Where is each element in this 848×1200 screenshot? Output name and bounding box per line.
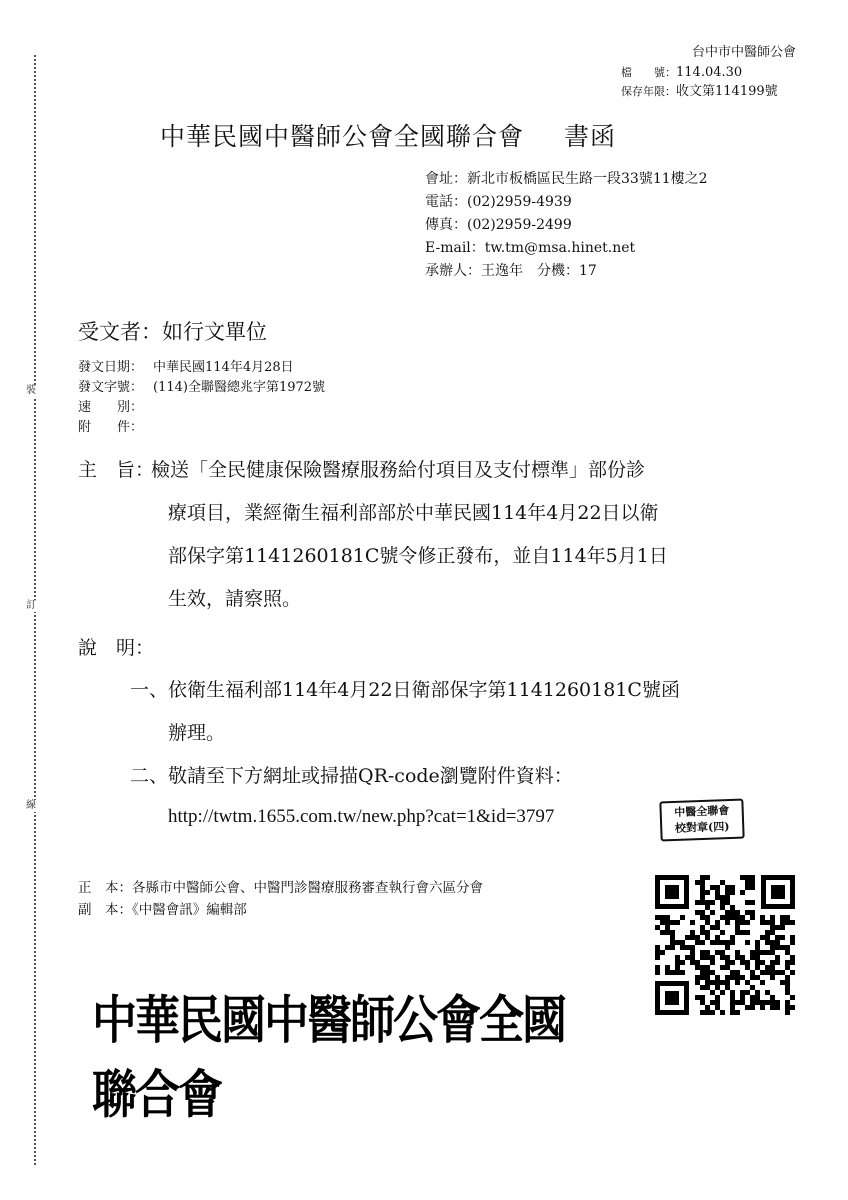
archive-file-row <box>616 64 742 81</box>
binding-mark-ding: 訂 <box>26 600 36 611</box>
document-title <box>160 117 616 153</box>
issue-ref: (114)全聯醫總兆字第1972號 <box>153 380 326 395</box>
subject-line-4: 生效，請察照。 <box>168 588 302 610</box>
subject-line-1: 檢送「全民健康保險醫療服務給付項目及支付標準」部份診 <box>151 459 646 481</box>
contact-fax: 傳真：(02)2959-2499 <box>425 217 572 233</box>
issue-meta <box>78 358 325 438</box>
contact-phone: 電話：(02)2959-4939 <box>425 194 572 210</box>
explanation-item-1 <box>130 669 680 755</box>
distribution-main: 正 本：各縣市中醫師公會、中醫門診醫療服務審查執行會六區分會 <box>78 880 483 896</box>
title-org: 中華民國中醫師公會全國聯合會 <box>160 122 525 151</box>
issue-ref-row <box>78 378 325 398</box>
explanation-label: 說 明： <box>78 637 155 659</box>
archive-org: 台中市中醫師公會 <box>692 45 797 60</box>
qr-code-icon[interactable] <box>655 875 795 1015</box>
subject-label: 主 旨： <box>78 459 155 481</box>
explanation-item-1-line-1: 一、依衛生福利部114年4月22日衛部保字第1141260181C號函 <box>130 679 680 701</box>
issue-date-label: 發文日期： <box>78 360 144 375</box>
speed-row <box>78 398 325 418</box>
stamp-line-1: 中醫全聯會 <box>673 804 730 819</box>
issue-date-row <box>78 358 325 378</box>
archive-received-number: 收文第114199號 <box>676 84 778 99</box>
subject-body <box>151 449 668 621</box>
issue-date: 中華民國114年4月28日 <box>153 360 294 375</box>
binding-mark-zhuang: 裝 <box>26 385 36 396</box>
distribution-copy: 副 本：《中醫會訊》編輯部 <box>78 902 247 918</box>
archive-retention-row <box>616 83 778 100</box>
attachment-label: 附 件： <box>78 420 144 435</box>
title-doc-type: 書函 <box>564 122 617 151</box>
binding-mark-xian: 線 <box>26 800 36 811</box>
contact-email: E-mail：tw.tm@msa.hinet.net <box>425 240 636 256</box>
archive-file-number: 114.04.30 <box>676 65 743 80</box>
subject-line-2: 療項目，業經衛生福利部部於中華民國114年4月22日以衛 <box>168 502 659 524</box>
subject-line-3: 部保字第1141260181C號令修正發布，並自114年5月1日 <box>168 545 668 567</box>
explanation-item-2: 二、敬請至下方網址或掃描QR-code瀏覽附件資料： <box>130 765 573 787</box>
explanation-item-1-line-2: 辦理。 <box>168 722 226 744</box>
distribution <box>78 877 483 921</box>
speed-label: 速 別： <box>78 400 144 415</box>
organization-seal: 中華民國中醫師公會全國聯合會 <box>92 989 566 1126</box>
attachment-url-link[interactable]: http://twtm.1655.com.tw/new.php?cat=1&id=3797 <box>168 806 555 827</box>
contact-address: 會址：新北市板橋區民生路一段33號11樓之2 <box>425 171 708 187</box>
contact-block <box>425 168 708 283</box>
stamp-line-2: 校對章(四) <box>674 820 730 835</box>
archive-retention-label: 保存年限： <box>621 85 676 98</box>
attachment-row <box>78 418 325 438</box>
recipient: 受文者：如行文單位 <box>78 320 267 344</box>
archive-file-label: 檔 號： <box>621 66 676 79</box>
proofread-stamp <box>659 799 744 842</box>
issue-ref-label: 發文字號： <box>78 380 144 395</box>
contact-handler: 承辦人：王逸年 分機：17 <box>425 263 597 279</box>
